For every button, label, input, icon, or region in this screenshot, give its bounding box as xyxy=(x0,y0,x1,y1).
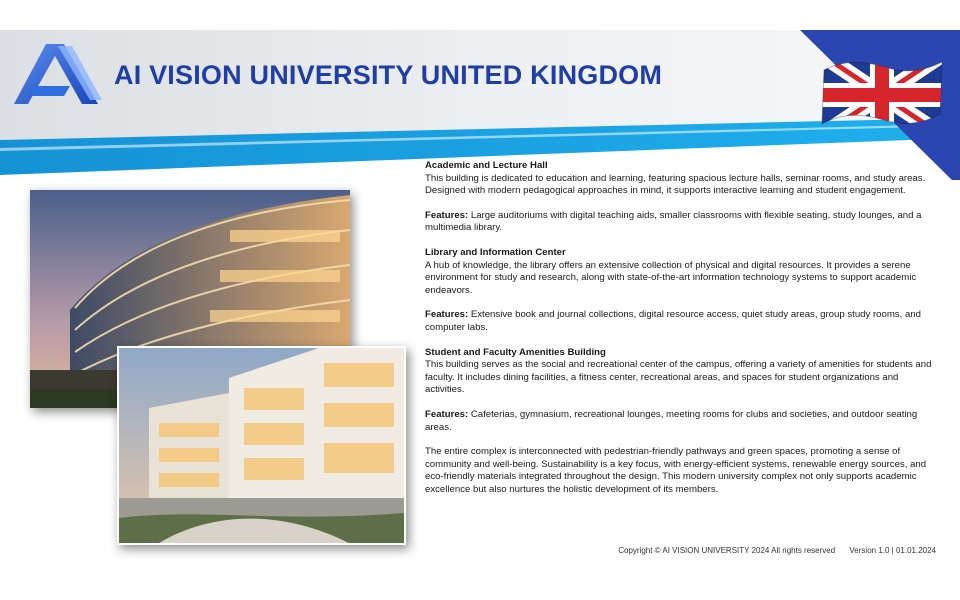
copyright-text: Copyright © AI VISION UNIVERSITY 2024 All rights reserved xyxy=(618,546,836,555)
features-label: Features: xyxy=(425,209,469,221)
features-text: Extensive book and journal collections, digital resource access, quiet study areas, group study rooms, and computer labs. xyxy=(425,309,921,333)
features-amenities xyxy=(425,409,937,434)
building-photo-secondary xyxy=(117,346,406,545)
section-title: Academic and Lecture Hall xyxy=(425,160,548,171)
section-title: Student and Faculty Amenities Building xyxy=(425,346,606,358)
features-text: Cafeterias, gymnasium, recreational lounges, meeting rooms for clubs and societies, and outdoor seating areas. xyxy=(425,408,918,433)
section-title: Library and Information Center xyxy=(425,246,566,258)
section-library xyxy=(425,247,937,297)
features-label: Features: xyxy=(425,309,469,321)
closing-paragraph: The entire complex is interconnected with pedestrian-friendly pathways and green spaces, promoting a sense of community and well-being. Sustainability is a key focus, with energy-efficient systems, renewable energy sources, and eco-friendly materials integrated throughout the design. This modern university complex not only supports academic excellence but also nurtures the holistic development of its members. xyxy=(425,446,927,495)
page-title: AI VISION UNIVERSITY UNITED KINGDOM xyxy=(114,60,663,90)
uk-flag-icon xyxy=(818,52,946,138)
modern-glass-building-sunset-icon xyxy=(119,348,404,543)
section-body: This building is dedicated to education and learning, featuring spacious lecture halls, seminar rooms, and study areas. Designed with modern pedagogical approaches in mind, it supports interactive learning and student engagement. xyxy=(425,172,926,197)
features-text: Large auditoriums with digital teaching aids, smaller classrooms with flexible seating, study lounges, and a multimedia library. xyxy=(425,209,922,234)
section-body: A hub of knowledge, the library offers an extensive collection of physical and digital resources. It provides a serene environment for study and research, along with state-of-the-art information technology systems to support academic endeavors. xyxy=(425,259,917,296)
footer xyxy=(618,546,936,555)
features-label: Features: xyxy=(425,408,469,420)
content-text xyxy=(425,160,937,508)
section-academic xyxy=(425,160,937,198)
version-text: Version 1.0 | 01.01.2024 xyxy=(849,546,936,555)
features-library xyxy=(425,309,937,334)
ai-vision-logo-icon xyxy=(12,42,104,106)
section-body: This building serves as the social and recreational center of the campus, offering a variety of amenities for students and faculty. It includes dining facilities, a fitness center, recreational areas, and spaces for student organizations and activities. xyxy=(425,359,932,396)
features-academic xyxy=(425,210,937,235)
section-amenities xyxy=(425,347,937,397)
